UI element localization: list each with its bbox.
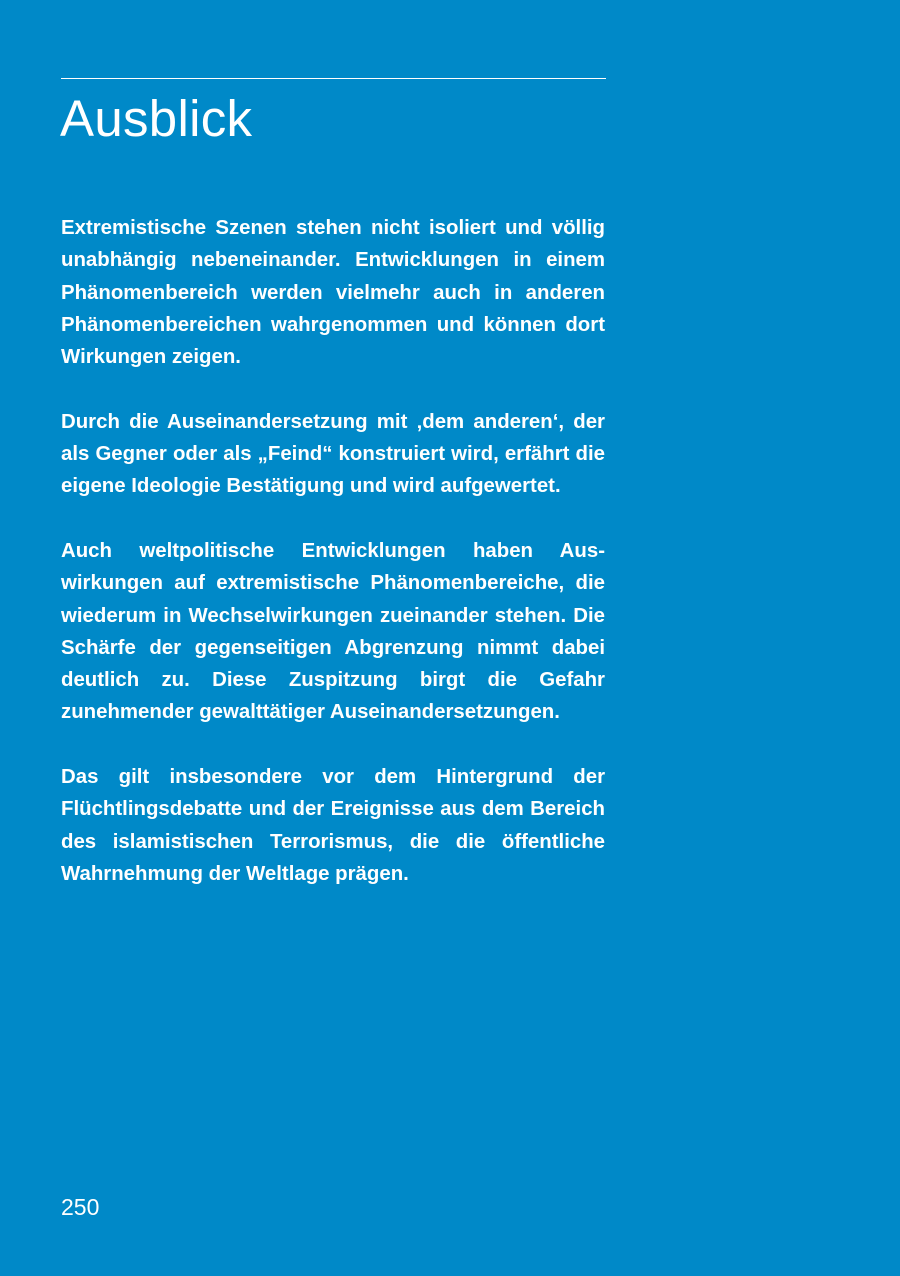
page-number: 250 — [61, 1194, 100, 1220]
paragraph-4: Das gilt insbesondere vor dem Hintergrund der Flüchtlingsdebatte und der Ereignisse aus dem Bereich des islamistischen Terrorismus, die die öffentliche Wahrnehmung der Weltlage prägen. — [61, 766, 605, 885]
body-text — [61, 212, 605, 890]
page-title: Ausblick — [60, 90, 253, 147]
title-rule — [61, 78, 606, 79]
paragraph-2: Durch die Auseinandersetzung mit ‚dem anderen‘, der als Gegner oder als „Feind“ konstruiert wird, erfährt die eigene Ideologie Bestätigung und wird aufgewertet. — [61, 410, 605, 498]
paragraph-1: Extremistische Szenen stehen nicht isoliert und völlig unabhängig nebeneinander. Entwicklungen in einem Phänomenbereich werden vielmehr auch in anderen Phänomenbereichen wahrgenommen und können dort Wirkungen zeigen. — [61, 217, 605, 369]
paragraph-3: Auch weltpolitische Entwicklungen haben Auswirkungen auf extremistische Phänomenbereiche, die wiederum in Wechselwirkungen zueinander stehen. Die Schärfe der gegenseitigen Abgrenzung nimmt dabei deutlich zu. Diese Zuspitzung birgt die Gefahr zunehmender gewalttätiger Auseinandersetzungen. — [61, 539, 605, 724]
